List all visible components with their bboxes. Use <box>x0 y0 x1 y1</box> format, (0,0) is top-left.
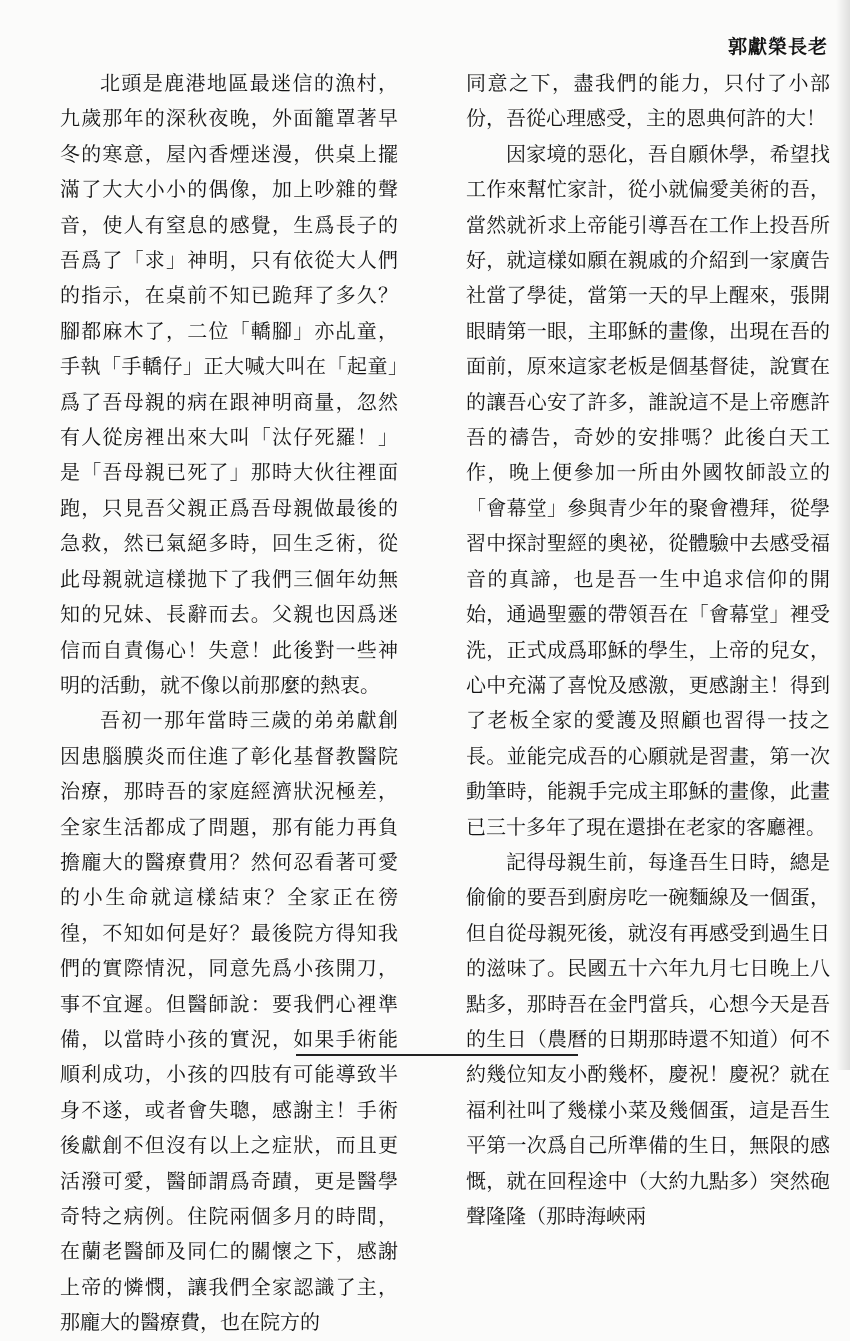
paragraph: 吾初一那年當時三歲的弟弟獻創因患腦膜炎而住進了彰化基督教醫院治療，那時吾的家庭經濟狀況極差，全家生活都成了問題，那有能力再負擔龐大的醫療費用？然何忍看著可愛的小生命就這樣結束？全家正在徬徨，不知如何是好？最後院方得知我們的實際情況，同意先爲小孩開刀，事不宜遲。但醫師說：要我們心裡準備，以當時小孩的實況，如果手術能順利成功，小孩的四肢有可能導致半身不遂，或者會失聰，感謝主！手術後獻創不但沒有以上之症狀，而且更活潑可愛，醫師謂爲奇蹟，更是醫學奇特之病例。住院兩個多月的時間，在蘭老醫師及同仁的關懷之下，感謝上帝的憐憫，讓我們全家認識了主，那龐大的醫療費，也在院方的 <box>60 708 398 1335</box>
paragraph-continuation: 同意之下，盡我們的能力，只付了小部份，吾從心理感受，主的恩典何許的大！ <box>466 71 830 131</box>
page-edge-shadow <box>836 0 850 1070</box>
footer-divider <box>296 1054 578 1056</box>
right-column <box>466 66 830 1234</box>
paragraph: 北頭是鹿港地區最迷信的漁村，九歲那年的深秋夜晚，外面籠罩著早冬的寒意，屋內香煙迷漫，供桌上擺滿了大大小小的偶像，加上吵雜的聲音，使人有窒息的感覺，生爲長子的吾爲了「求」神明，只有依從大人們的指示，在桌前不知已跪拜了多久？腳都麻木了，二位「轎腳」亦乩童，手執「手轎仔」正大喊大叫在「起童」爲了吾母親的病在跟神明商量，忽然有人從房裡出來大叫「汰仔死羅！」是「吾母親已死了」那時大伙往裡面跑，只見吾父親正爲吾母親做最後的急救，然已氣絕多時，回生乏術，從此母親就這樣拋下了我們三個年幼無知的兄妹、長辭而去。父親也因爲迷信而自責傷心！失意！此後對一些神明的活動，就不像以前那麼的熱衷。 <box>60 71 398 697</box>
paragraph: 記得母親生前，每逢吾生日時，總是偷偷的要吾到廚房吃一碗麵線及一個蛋，但自從母親死後，就沒有再感受到過生日的滋味了。民國五十六年九月七日晚上八點多，那時吾在金門當兵，心想今天是吾的生日（農曆的日期那時還不知道）何不約幾位知友小酌幾杯，慶祝！慶祝？就在福利社叫了幾樣小菜及幾個蛋，這是吾生平第一次爲自己所準備的生日，無限的感慨，就在回程途中（大約九點多）突然砲聲隆隆（那時海峽兩 <box>466 849 830 1228</box>
author-header: 郭獻榮長老 <box>727 36 828 58</box>
paragraph: 因家境的惡化，吾自願休學，希望找工作來幫忙家計，從小就偏愛美術的吾，當然就祈求上帝能引導吾在工作上投吾所好，就這樣如願在親戚的介紹到一家廣告社當了學徒，當第一天的早上醒來，張開眼睛第一眼，主耶穌的畫像，出現在吾的面前，原來這家老板是個基督徒，說實在的讓吾心安了許多，誰說這不是上帝應許吾的禱告，奇妙的安排嗎？此後白天工作，晚上便參加一所由外國牧師設立的「會幕堂」參與青少年的聚會禮拜，從學習中探討聖經的奧祕，從體驗中去感受福音的真諦，也是吾一生中追求信仰的開始，通過聖靈的帶領吾在「會幕堂」裡受洗，正式成爲耶穌的學生，上帝的兒女，心中充滿了喜悅及感激，更感謝主！得到了老板全家的愛護及照顧也習得一技之長。並能完成吾的心願就是習畫，第一次動筆時，能親手完成主耶穌的畫像，此畫已三十多年了現在還掛在老家的客廳裡。 <box>466 141 830 839</box>
left-column <box>60 66 398 1341</box>
